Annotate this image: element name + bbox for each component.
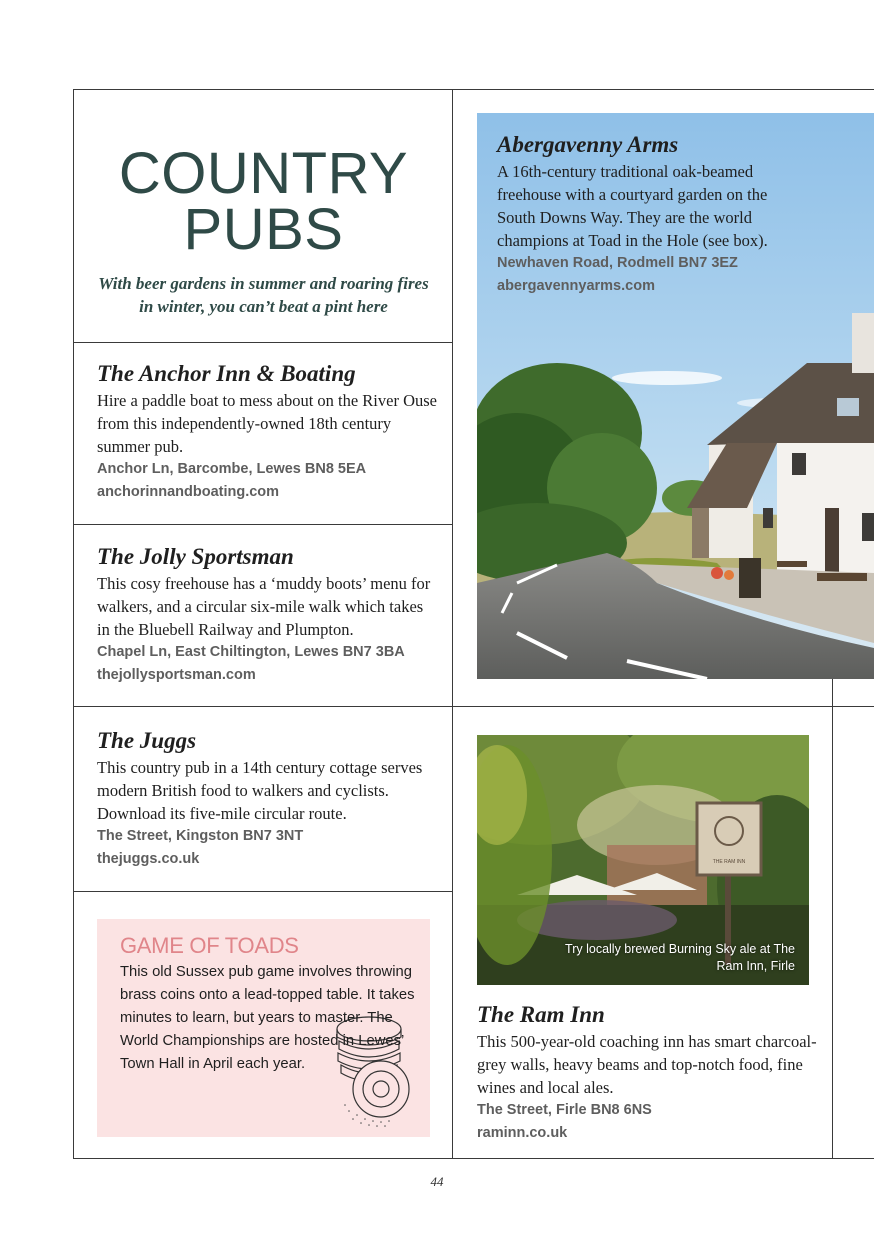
pub-name: The Juggs (97, 728, 197, 753)
pub-website-link[interactable]: thejuggs.co.uk (97, 851, 200, 867)
pub-website-link[interactable]: raminn.co.uk (477, 1125, 568, 1141)
pub-entry-ram-inn (477, 1001, 817, 1145)
pub-name: The Ram Inn (477, 1002, 605, 1027)
pub-website-link[interactable]: thejollysportsman.com (97, 667, 256, 683)
pub-address: The Street, Firle BN8 6NS (477, 1102, 652, 1118)
pub-description: This cosy freehouse has a ‘muddy boots’ menu for walkers, and a circular six-mile walk which takes in the Bluebell Railway and Plumpton. (97, 574, 431, 639)
ram-inn-photo (477, 735, 809, 985)
pub-address: Anchor Ln, Barcombe, Lewes BN8 5EA (97, 461, 367, 477)
pub-description: This country pub in a 14th century cottage serves modern British food to walkers and cyclists. Download its five-mile circular route. (97, 758, 423, 823)
pub-website-link[interactable]: abergavennyarms.com (497, 278, 655, 294)
pub-name: The Jolly Sportsman (97, 544, 294, 569)
pub-website-link[interactable]: anchorinnandboating.com (97, 484, 280, 500)
rule-right-lower (832, 679, 833, 1159)
rule-row-mid (74, 706, 874, 707)
page-title (74, 141, 453, 262)
rule-top (74, 89, 874, 90)
box-body: This old Sussex pub game involves throwing brass coins onto a lead-topped table. It takes minutes to learn, but years to master. The World Championships are hosted in Lewes’ Town Hall in April each year. (120, 964, 415, 1072)
abergavenny-arms-photo (477, 113, 874, 679)
pub-entry-abergavenny-arms (497, 131, 867, 298)
pub-description: Hire a paddle boat to mess about on the River Ouse from this independently-owned 18th century summer pub. (97, 391, 437, 456)
rule-left-2 (74, 524, 453, 525)
pub-entry-jolly-sportsman (97, 543, 437, 687)
pub-entry-anchor-inn (97, 360, 437, 504)
sign-text: THE RAM INN (712, 859, 746, 865)
pub-name: The Anchor Inn & Boating (97, 361, 356, 386)
pub-description: This 500-year-old coaching inn has smart charcoal-grey walls, heavy beams and top-notch food, fine wines and local ales. (477, 1032, 817, 1097)
rule-left-1 (74, 342, 453, 343)
rule-bottom (74, 1158, 874, 1159)
game-of-toads-box (97, 919, 430, 1137)
pub-description: A 16th-century traditional oak-beamed freehouse with a courtyard garden on the South Downs Way. They are the world champions at Toad in the Hole (see box). (497, 162, 768, 250)
page-subtitle: With beer gardens in summer and roaring fires in winter, you can’t beat a pint here (98, 274, 429, 316)
page-number: 44 (430, 1174, 444, 1189)
box-heading: GAME OF TOADS (120, 933, 299, 958)
title-line-1: COUNTRY (118, 141, 409, 206)
pub-address: The Street, Kingston BN7 3NT (97, 828, 304, 844)
title-line-2: PUBS (183, 197, 344, 262)
pub-entry-the-juggs (97, 727, 437, 871)
pub-address: Newhaven Road, Rodmell BN7 3EZ (497, 255, 738, 271)
photo-caption: Try locally brewed Burning Sky ale at The Ram Inn, Firle (565, 942, 795, 973)
pub-name: Abergavenny Arms (497, 132, 679, 157)
pub-address: Chapel Ln, East Chiltington, Lewes BN7 3BA (97, 644, 405, 660)
rule-left-3 (74, 891, 453, 892)
